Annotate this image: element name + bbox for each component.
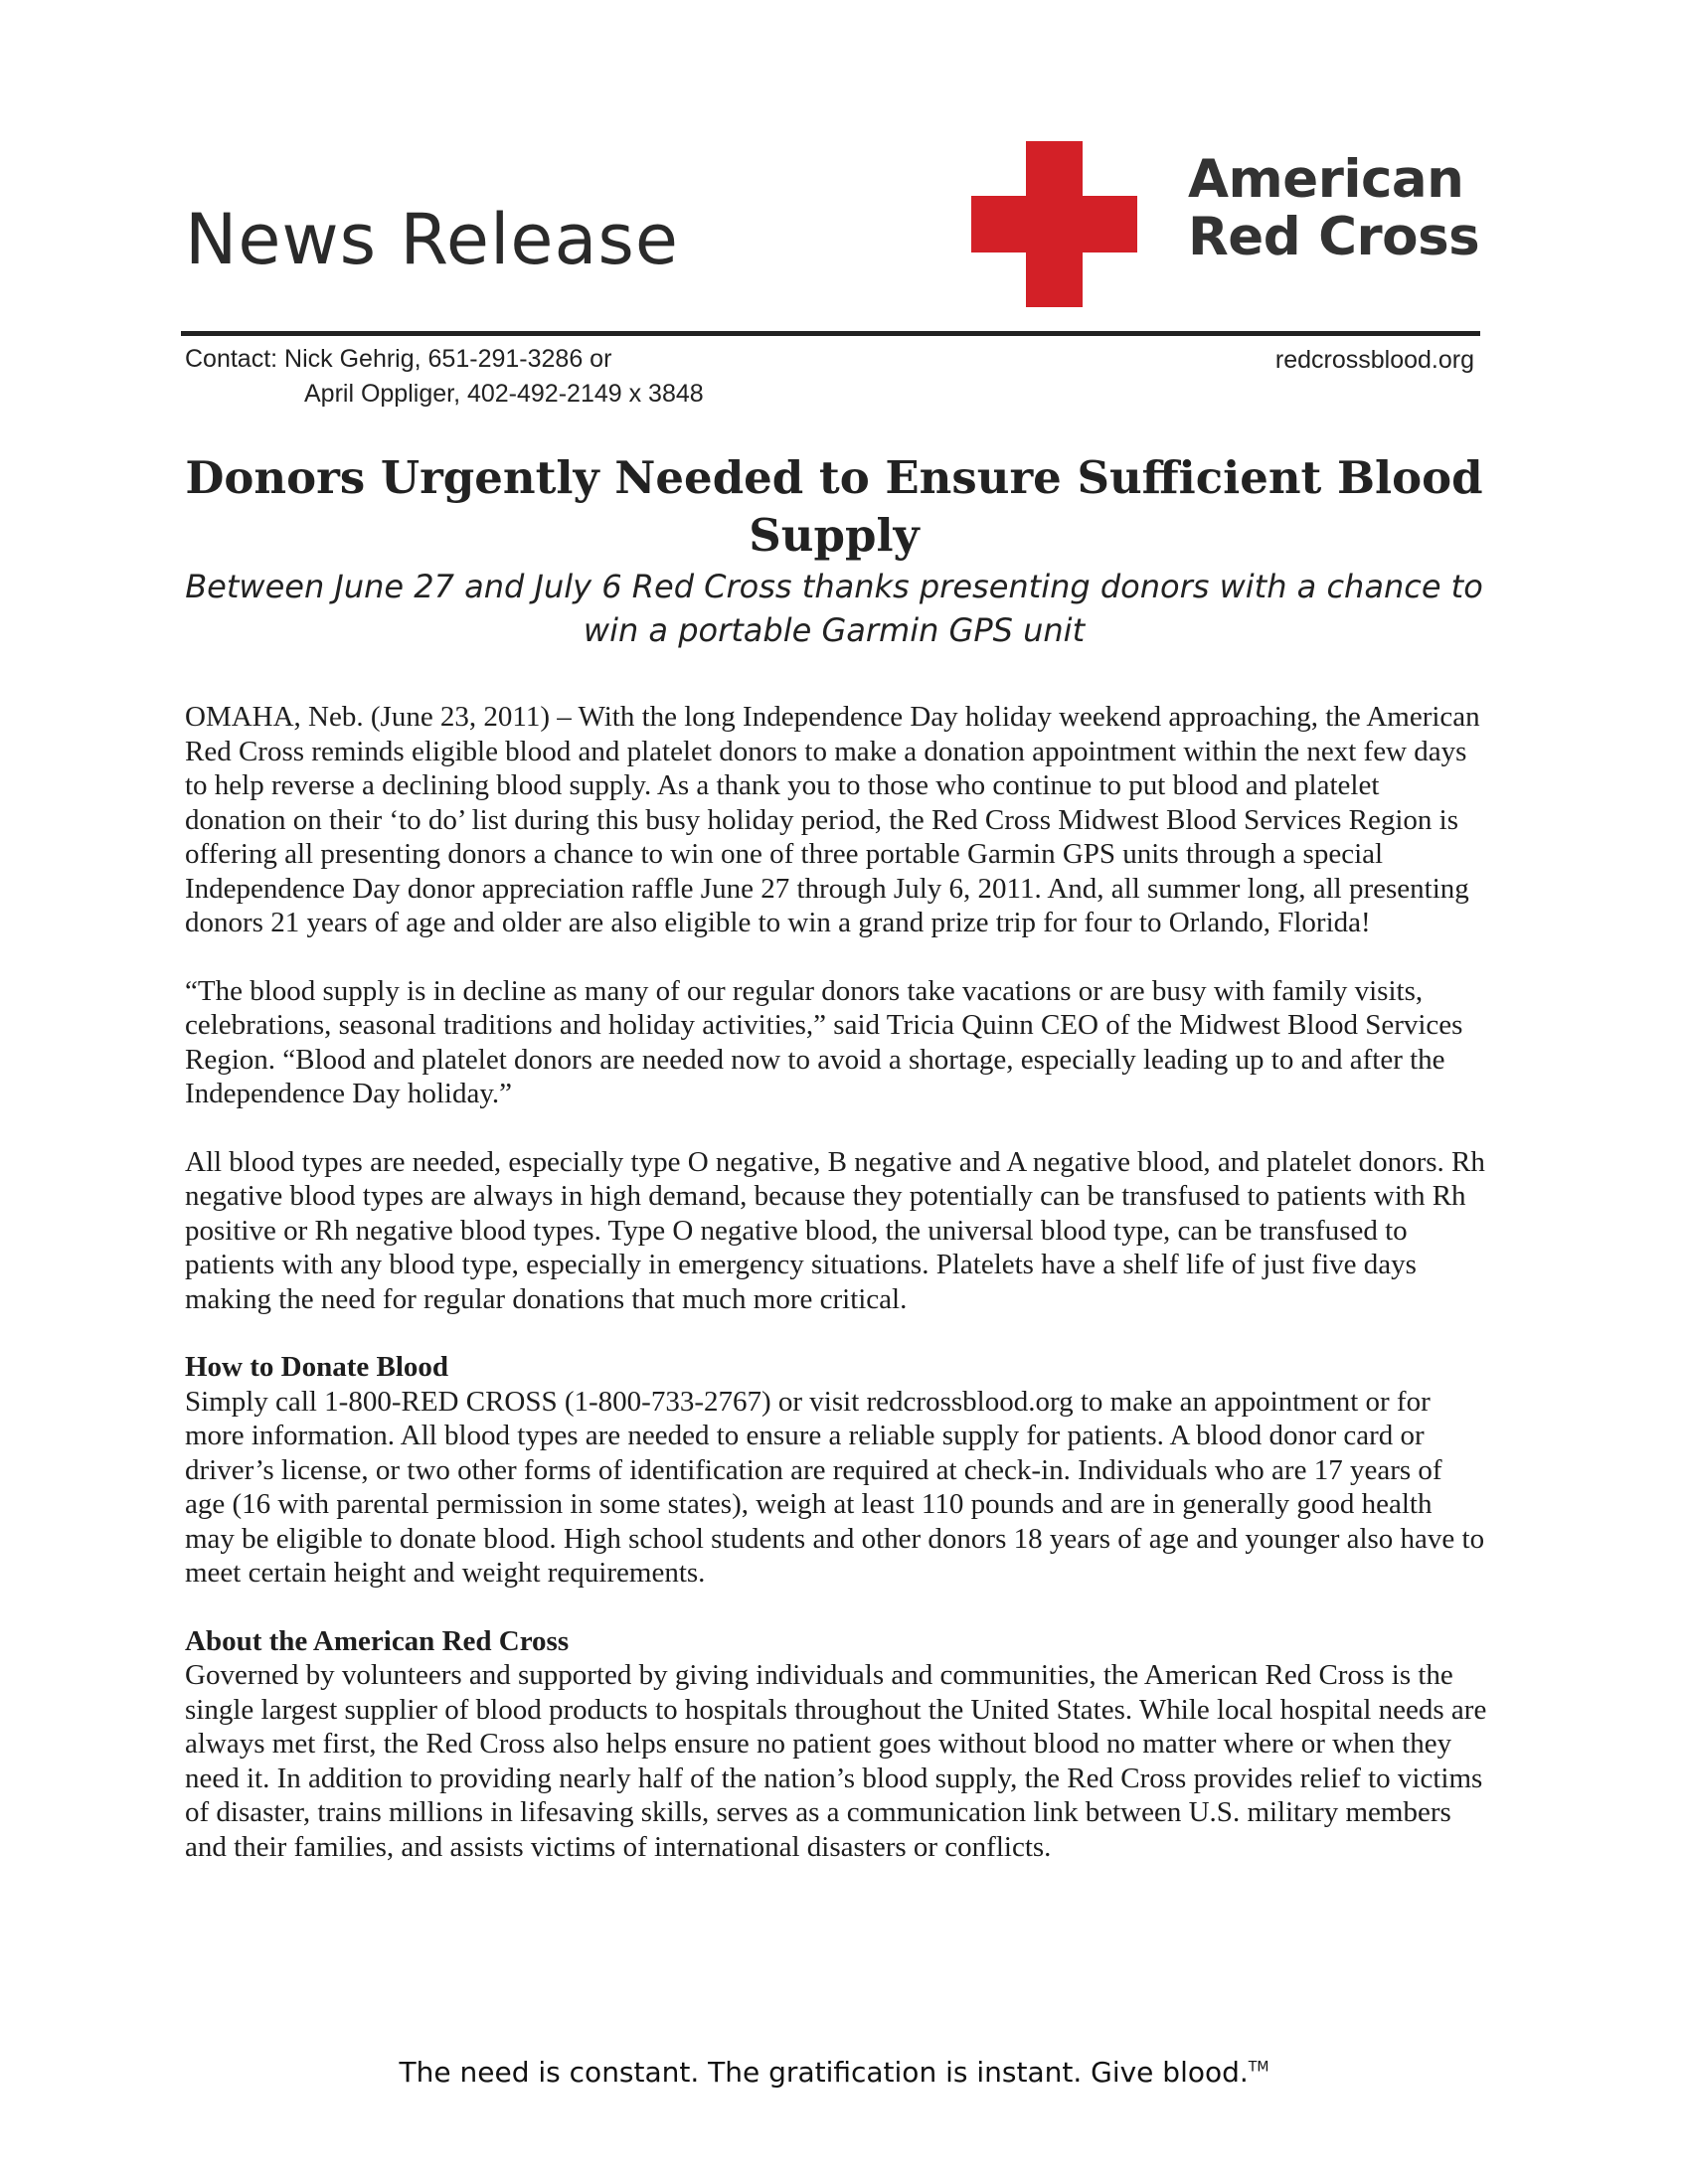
section-about bbox=[185, 1624, 1487, 1865]
section-heading: How to Donate Blood bbox=[185, 1351, 449, 1383]
brand-name bbox=[1188, 151, 1479, 266]
paragraph-quote: “The blood supply is in decline as many of our regular donors take vacations or are busy with family visits, celebrations, seasonal traditions and holiday activities,” said Tricia Quinn CEO of the Midwest Blood Services Region. “Blood and platelet donors are needed now to avoid a shortage, especially leading up to and after the Independence Day holiday.” bbox=[185, 974, 1463, 1109]
brand-line-2: Red Cross bbox=[1188, 207, 1480, 267]
section-heading: About the American Red Cross bbox=[185, 1624, 570, 1657]
paragraph-intro: OMAHA, Neb. (June 23, 2011) – With the long Independence Day holiday weekend approaching, the American Red Cross reminds eligible blood and platelet donors to make a donation appointment within the next few days to help reverse a declining blood supply. As a thank you to those who continue to put blood and platelet donation on their ‘to do’ list during this busy holiday period, the Red Cross Midwest Blood Services Region is offering all presenting donors a chance to win one of three portable Garmin GPS units through a special Independence Day donor appreciation raffle June 27 through July 6, 2011. And, all summer long, all presenting donors 21 years of age and older are also eligible to win a grand prize trip for four to Orlando, Florida! bbox=[185, 701, 1480, 938]
header-divider bbox=[181, 331, 1480, 336]
section-text: Simply call 1-800-RED CROSS (1-800-733-2767) or visit redcrossblood.org to make an appointment or for more information. All blood types are needed to ensure a reliable supply for patients. A blood donor card or driver’s license, or two other forms of identification are required at check-in. Individuals who are 17 years of age (16 with parental permission in some states), weigh at least 110 pounds and are in generally good health may be eligible to donate blood. High school students and other donors 18 years of age and younger also have to meet certain height and weight requirements. bbox=[185, 1385, 1485, 1589]
tagline-text: The need is constant. The gratification is instant. Give blood. bbox=[399, 2056, 1249, 2089]
headline: Donors Urgently Needed to Ensure Sufficient Blood Supply bbox=[185, 451, 1483, 562]
trademark-mark: TM bbox=[1248, 2059, 1269, 2076]
contact-line-2: April Oppliger, 402-492-2149 x 3848 bbox=[304, 380, 704, 408]
section-text: Governed by volunteers and supported by giving individuals and communities, the American Red Cross is the single largest supplier of blood products to hospitals throughout the United States. While local hospital needs are always met first, the Red Cross also helps ensure no patient goes without blood no matter where or when they need it. In addition to providing nearly half of the nation’s blood supply, the Red Cross provides relief to victims of disaster, trains millions in lifesaving skills, serves as a communication link between U.S. military members and their families, and assists victims of international disasters or conflicts. bbox=[185, 1659, 1487, 1863]
page-title: News Release bbox=[185, 199, 679, 280]
paragraph-blood-types: All blood types are needed, especially type O negative, B negative and A negative blood, and platelet donors. Rh negative blood types are always in high demand, because they potentially can be transfused to patients with Rh positive or Rh negative blood types. Type O negative blood, the universal blood type, can be transfused to patients with any blood type, especially in emergency situations. Platelets have a shelf life of just five days making the need for regular donations that much more critical. bbox=[185, 1145, 1485, 1315]
subheadline: Between June 27 and July 6 Red Cross thanks presenting donors with a chance to win a portable Garmin GPS unit bbox=[185, 568, 1483, 649]
contact-block bbox=[185, 342, 704, 412]
section-how-to-donate bbox=[185, 1350, 1487, 1591]
brand-line-1: American bbox=[1188, 149, 1464, 210]
website-link: redcrossblood.org bbox=[1274, 346, 1474, 374]
contact-line-1: Contact: Nick Gehrig, 651-291-3286 or bbox=[185, 345, 612, 373]
tagline bbox=[185, 2056, 1483, 2089]
article-body bbox=[185, 700, 1487, 1864]
red-cross-logo-icon bbox=[971, 141, 1137, 307]
